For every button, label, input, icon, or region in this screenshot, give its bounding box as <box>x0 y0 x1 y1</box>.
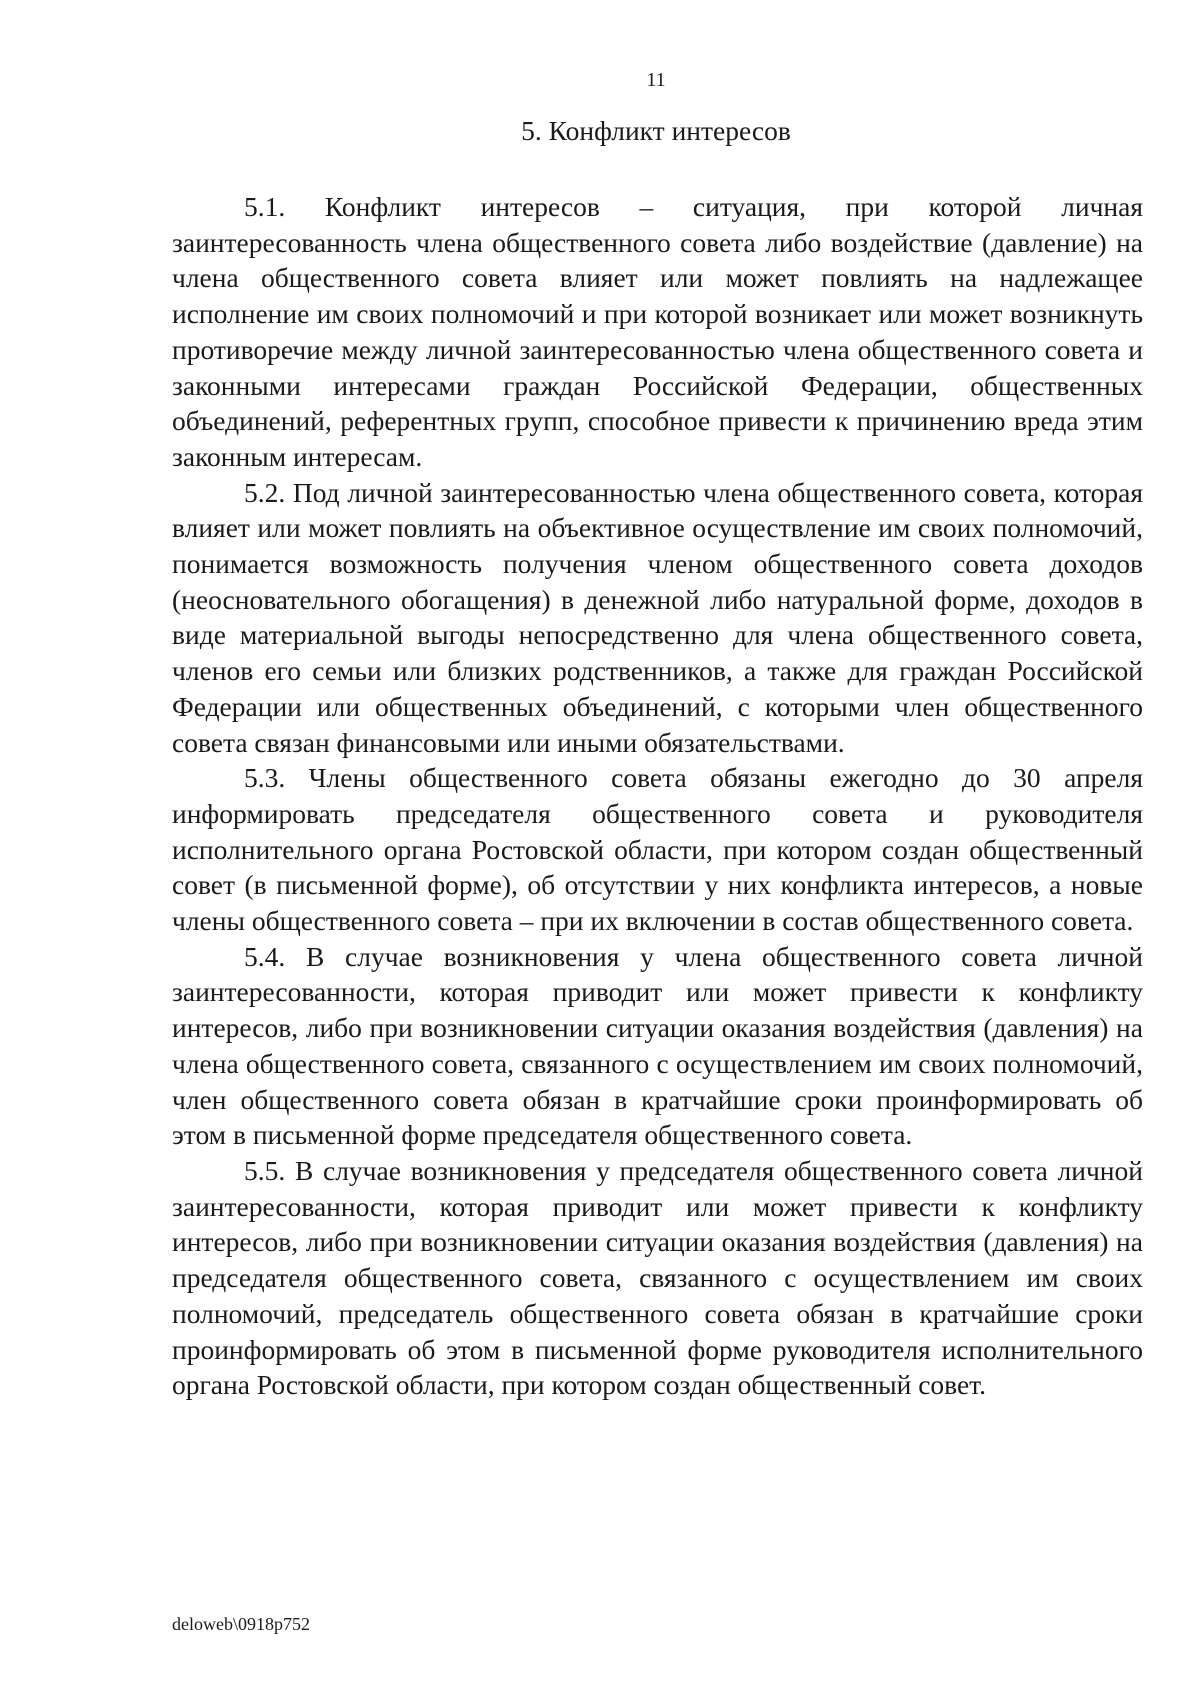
paragraph-5-3: 5.3. Члены общественного совета обязаны ежегодно до 30 апреля информировать председателя общественного совета и руководителя исполнительного органа Ростовской области, при котором создан общественный совет (в письменной форме), об отсутствии у них конфликта интересов, а новые члены общественного совета – при их включении в состав общественного совета. <box>172 762 1143 937</box>
paragraph-5-2: 5.2. Под личной заинтересованностью члена общественного совета, которая влияет или может повлиять на объективное осуществление им своих полномочий, понимается возможность получения членом общественного совета доходов (неосновательного обогащения) в денежной либо натуральной форме, доходов в виде материальной выгоды непосредственно для члена общественного совета, членов его семьи или близких родственников, а также для граждан Российской Федерации или общественных объединений, с которыми член общественного совета связан финансовыми или иными обязательствами. <box>172 476 1143 758</box>
paragraph-5-4: 5.4. В случае возникновения у члена общественного совета личной заинтересованности, которая приводит или может привести к конфликту интересов, либо при возникновении ситуации оказания воздействия (давления) на члена общественного совета, связанного с осуществлением им своих полномочий, член общественного совета обязан в кратчайшие сроки проинформировать об этом в письменной форме председателя общественного совета. <box>172 940 1143 1151</box>
paragraph-5-5: 5.5. В случае возникновения у председателя общественного совета личной заинтересованности, которая приводит или может привести к конфликту интересов, либо при возникновении ситуации оказания воздействия (давления) на председателя общественного совета, связанного с осуществлением им своих полномочий, председатель общественного совета обязан в кратчайшие сроки проинформировать об этом в письменной форме руководителя исполнительного органа Ростовской области, при котором создан общественный совет. <box>172 1154 1143 1401</box>
section-body <box>172 189 1143 1403</box>
document-code: deloweb\0918p752 <box>172 1614 310 1634</box>
paragraph-5-1: 5.1. Конфликт интересов – ситуация, при которой личная заинтересованность члена общественного совета либо воздействие (давление) на члена общественного совета влияет или может повлиять на надлежащее исполнение им своих полномочий и при которой возникает или может возникнуть противоречие между личной заинтересованностью члена общественного совета и законными интересами граждан Российской Федерации, общественных объединений, референтных групп, способное привести к причинению вреда этим законным интересам. <box>172 191 1143 472</box>
page-number: 11 <box>646 69 666 91</box>
section-title: 5. Конфликт интересов <box>521 115 791 146</box>
